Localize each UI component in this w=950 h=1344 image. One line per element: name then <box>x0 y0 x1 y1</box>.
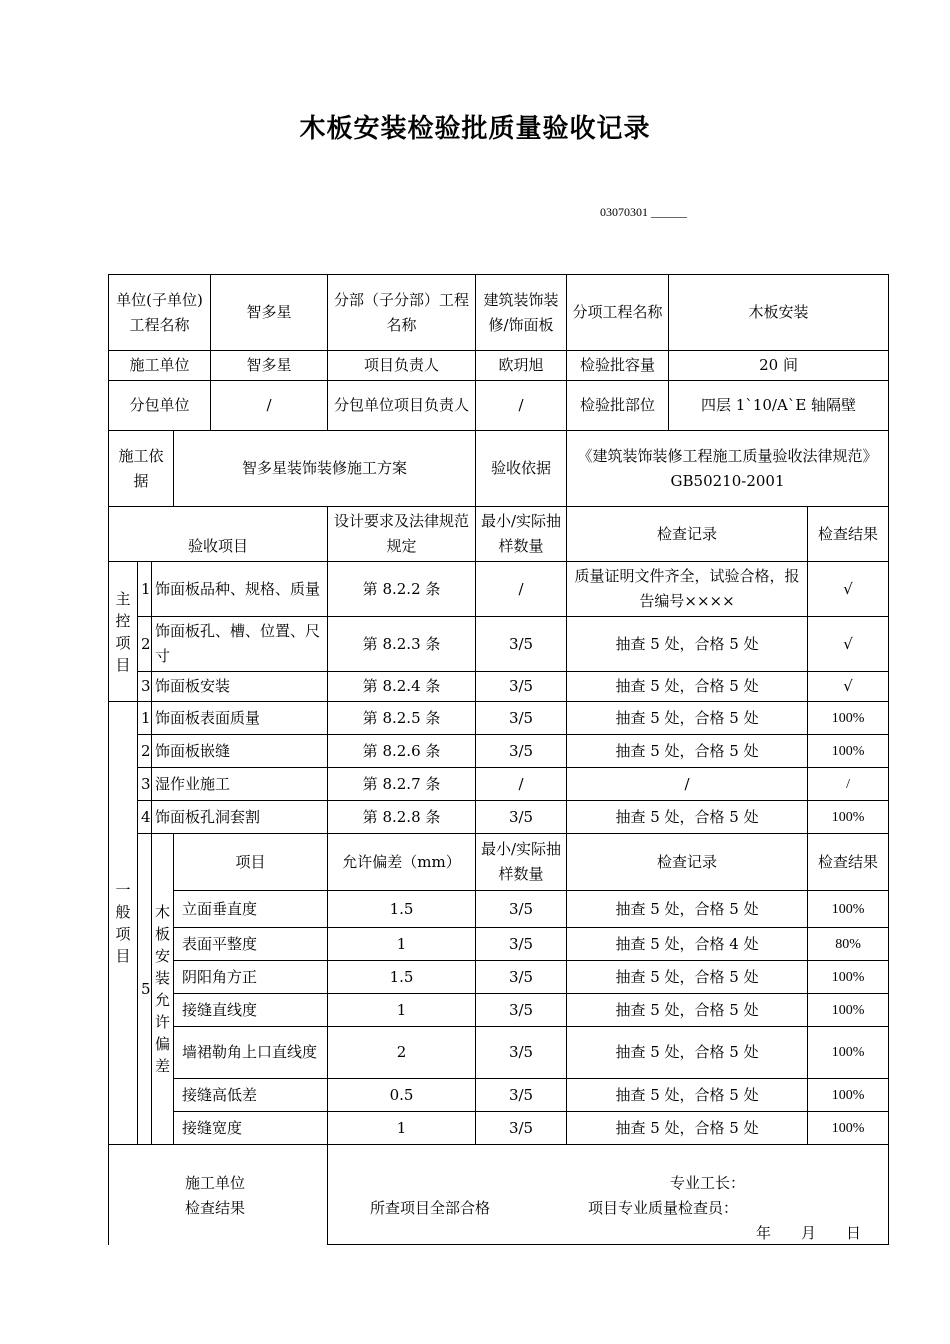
location-label: 检验批部位 <box>567 381 669 431</box>
footer-foreman: 专业工长： <box>670 1174 746 1192</box>
table-row <box>109 672 889 702</box>
location-value: 四层 1`10/A`E 轴隔壁 <box>669 381 889 431</box>
tolerance-no: 5 <box>138 834 152 1145</box>
row-name: 饰面板孔、槽、位置、尺寸 <box>152 617 328 672</box>
contractor-label: 施工单位 <box>109 351 211 381</box>
table-row <box>109 768 889 801</box>
row-no: 1 <box>138 702 152 735</box>
column-header-row <box>109 507 889 562</box>
tolerance-row <box>109 961 889 994</box>
tol-allowed: 1.5 <box>328 961 476 994</box>
unit-value: 智多星 <box>211 275 328 351</box>
tol-name: 立面垂直度 <box>174 891 328 928</box>
col-result: 检查结果 <box>808 507 889 562</box>
row-spec: 第 8.2.6 条 <box>328 735 476 768</box>
page-title: 木板安装检验批质量验收记录 <box>299 114 651 144</box>
acceptance-standard-name: 《建筑装饰装修工程施工质量验收法律规范》 <box>577 446 878 465</box>
row-spec: 第 8.2.4 条 <box>328 672 476 702</box>
row-no: 2 <box>138 617 152 672</box>
tol-result: 100% <box>808 1112 889 1145</box>
tol-sample: 3/5 <box>476 1027 567 1079</box>
tol-allowed: 0.5 <box>328 1079 476 1112</box>
row-no: 2 <box>138 735 152 768</box>
acceptance-standard-code: GB50210-2001 <box>670 471 785 490</box>
tol-col-record: 检查记录 <box>567 834 808 891</box>
row-spec: 第 8.2.5 条 <box>328 702 476 735</box>
tol-result: 100% <box>808 961 889 994</box>
row-record: 质量证明文件齐全，试验合格，报告编号×××× <box>567 562 808 617</box>
tol-result: 100% <box>808 891 889 928</box>
row-name: 饰面板品种、规格、质量 <box>152 562 328 617</box>
tol-name: 接缝宽度 <box>174 1112 328 1145</box>
unit-label: 单位(子单位)工程名称 <box>109 275 211 351</box>
row-result: 100% <box>808 735 889 768</box>
row-spec: 第 8.2.7 条 <box>328 768 476 801</box>
row-result: √ <box>808 672 889 702</box>
row-sample: 3/5 <box>476 735 567 768</box>
main-control-label: 主控项目 <box>109 562 138 702</box>
division-label: 分部（子分部）工程名称 <box>328 275 476 351</box>
row-record: 抽查 5 处，合格 5 处 <box>567 672 808 702</box>
row-no: 1 <box>138 562 152 617</box>
footer-row <box>109 1145 889 1245</box>
col-record: 检查记录 <box>567 507 808 562</box>
tol-record: 抽查 5 处，合格 5 处 <box>567 891 808 928</box>
sub-value: / <box>211 381 328 431</box>
row-no: 3 <box>138 768 152 801</box>
row-spec: 第 8.2.2 条 <box>328 562 476 617</box>
tol-sample: 3/5 <box>476 928 567 961</box>
row-record: 抽查 5 处，合格 5 处 <box>567 702 808 735</box>
sub-pm-label: 分包单位项目负责人 <box>328 381 476 431</box>
row-name: 饰面板表面质量 <box>152 702 328 735</box>
basis-value: 智多星装饰装修施工方案 <box>174 431 476 507</box>
tolerance-header-row <box>109 834 889 891</box>
tolerance-row <box>109 891 889 928</box>
footer-label-cell <box>109 1145 328 1245</box>
inspection-record-table <box>108 274 889 1245</box>
form-code: 03070301 ______ <box>600 205 687 219</box>
subitem-value: 木板安装 <box>669 275 889 351</box>
tol-col-result: 检查结果 <box>808 834 889 891</box>
tolerance-row <box>109 1079 889 1112</box>
tol-result: 80% <box>808 928 889 961</box>
row-sample: 3/5 <box>476 672 567 702</box>
tol-allowed: 2 <box>328 1027 476 1079</box>
row-sample: 3/5 <box>476 702 567 735</box>
header-row-subcontractor <box>109 381 889 431</box>
tol-sample: 3/5 <box>476 961 567 994</box>
table-row <box>109 702 889 735</box>
tolerance-row <box>109 1027 889 1079</box>
col-sample: 最小/实际抽样数量 <box>476 507 567 562</box>
acceptance-label: 验收依据 <box>476 431 567 507</box>
tol-col-sample: 最小/实际抽样数量 <box>476 834 567 891</box>
tol-name: 接缝高低差 <box>174 1079 328 1112</box>
footer-date: 年 月 日 <box>756 1224 862 1242</box>
general-label: 一般项目 <box>109 702 138 1145</box>
header-row-basis <box>109 431 889 507</box>
tol-result: 100% <box>808 1079 889 1112</box>
row-name: 饰面板嵌缝 <box>152 735 328 768</box>
row-sample: 3/5 <box>476 617 567 672</box>
row-sample: / <box>476 768 567 801</box>
row-record: 抽查 5 处，合格 5 处 <box>567 801 808 834</box>
row-record: 抽查 5 处，合格 5 处 <box>567 735 808 768</box>
tol-record: 抽查 5 处，合格 5 处 <box>567 1079 808 1112</box>
header-row-unit <box>109 275 889 351</box>
tol-result: 100% <box>808 1027 889 1079</box>
tol-allowed: 1 <box>328 994 476 1027</box>
table-row <box>109 801 889 834</box>
tol-col-item: 项目 <box>174 834 328 891</box>
row-result: √ <box>808 562 889 617</box>
row-sample: / <box>476 562 567 617</box>
sub-pm-value: / <box>476 381 567 431</box>
row-spec: 第 8.2.8 条 <box>328 801 476 834</box>
footer-inspector: 项目专业质量检查员： <box>588 1199 739 1217</box>
acceptance-value <box>567 431 889 507</box>
table-row <box>109 735 889 768</box>
tol-name: 表面平整度 <box>174 928 328 961</box>
capacity-label: 检验批容量 <box>567 351 669 381</box>
tol-col-allowed: 允许偏差（mm） <box>328 834 476 891</box>
contractor-value: 智多星 <box>211 351 328 381</box>
row-result: / <box>808 768 889 801</box>
tol-name: 阴阳角方正 <box>174 961 328 994</box>
col-spec: 设计要求及法律规范规定 <box>328 507 476 562</box>
col-item: 验收项目 <box>109 507 328 562</box>
row-result: √ <box>808 617 889 672</box>
tol-record: 抽查 5 处，合格 4 处 <box>567 928 808 961</box>
row-result: 100% <box>808 702 889 735</box>
tol-name: 墙裙勒角上口直线度 <box>174 1027 328 1079</box>
footer-content-cell <box>328 1145 889 1245</box>
footer-label-line2: 检查结果 <box>185 1199 246 1217</box>
row-record: / <box>567 768 808 801</box>
pm-label: 项目负责人 <box>328 351 476 381</box>
tol-record: 抽查 5 处，合格 5 处 <box>567 994 808 1027</box>
capacity-value: 20 间 <box>669 351 889 381</box>
table-row <box>109 562 889 617</box>
row-no: 4 <box>138 801 152 834</box>
tol-sample: 3/5 <box>476 994 567 1027</box>
sub-label: 分包单位 <box>109 381 211 431</box>
tol-sample: 3/5 <box>476 891 567 928</box>
row-name: 饰面板孔洞套割 <box>152 801 328 834</box>
footer-conclusion: 所查项目全部合格 <box>370 1199 491 1217</box>
subitem-label: 分项工程名称 <box>567 275 669 351</box>
row-spec: 第 8.2.3 条 <box>328 617 476 672</box>
row-name: 湿作业施工 <box>152 768 328 801</box>
header-row-contractor <box>109 351 889 381</box>
tol-sample: 3/5 <box>476 1079 567 1112</box>
tolerance-row <box>109 994 889 1027</box>
table-row <box>109 617 889 672</box>
tol-name: 接缝直线度 <box>174 994 328 1027</box>
row-result: 100% <box>808 801 889 834</box>
footer-label-line1: 施工单位 <box>185 1174 246 1192</box>
tol-allowed: 1.5 <box>328 891 476 928</box>
tol-sample: 3/5 <box>476 1112 567 1145</box>
pm-value: 欧玥旭 <box>476 351 567 381</box>
tol-allowed: 1 <box>328 1112 476 1145</box>
basis-label: 施工依据 <box>109 431 174 507</box>
tolerance-group-label: 木板安装允许偏差 <box>152 834 174 1145</box>
tol-record: 抽查 5 处，合格 5 处 <box>567 961 808 994</box>
tol-result: 100% <box>808 994 889 1027</box>
tol-record: 抽查 5 处，合格 5 处 <box>567 1112 808 1145</box>
tolerance-row <box>109 928 889 961</box>
tolerance-row <box>109 1112 889 1145</box>
tol-record: 抽查 5 处，合格 5 处 <box>567 1027 808 1079</box>
tol-allowed: 1 <box>328 928 476 961</box>
row-name: 饰面板安装 <box>152 672 328 702</box>
row-record: 抽查 5 处，合格 5 处 <box>567 617 808 672</box>
row-sample: 3/5 <box>476 801 567 834</box>
division-value: 建筑装饰装修/饰面板 <box>476 275 567 351</box>
row-no: 3 <box>138 672 152 702</box>
